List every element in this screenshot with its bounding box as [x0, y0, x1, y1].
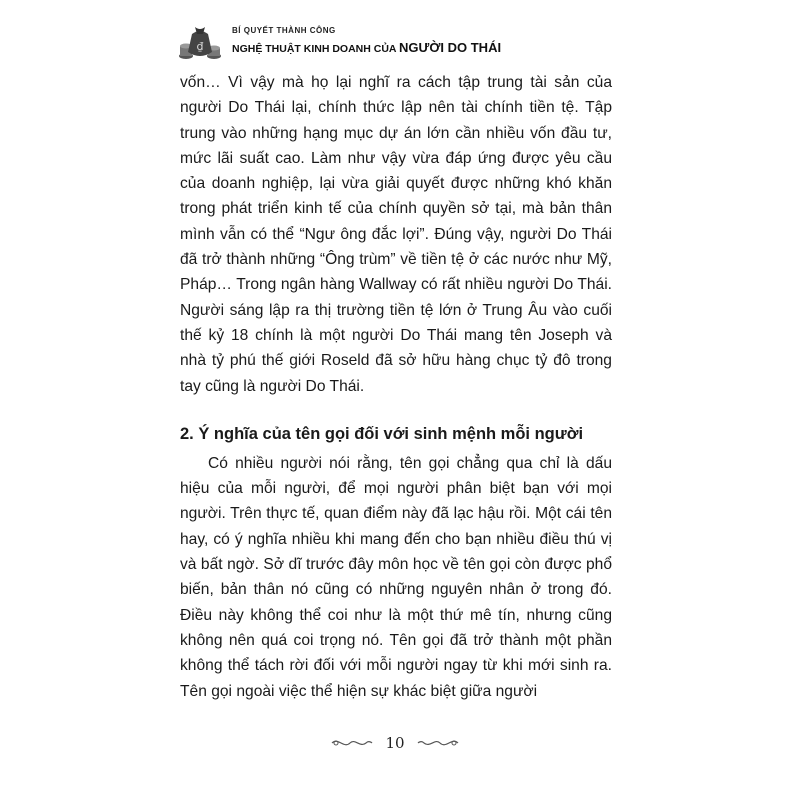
- body-paragraph: Có nhiều người nói rằng, tên gọi chẳng qua chỉ là dấu hiệu của mỗi người, để mọi người phân biệt bạn với mọi người. Trên thực tế, quan điểm này đã lạc hậu rồi. Một cái tên hay, có ý nghĩa nhiều khi mang đến cho bạn nhiều điều thú vị và bất ngờ. Sở dĩ trước đây môn học về tên gọi còn được phổ biến, bản thân nó cũng có những nguyên nhân ở trong đó. Điều này không thể coi như là một thứ mê tín, nhưng cũng không nên quá coi trọng nó. Tên gọi đã trở thành một phần không thể tách rời đối với mỗi người ngay từ khi mới sinh ra. Tên gọi ngoài việc thể hiện sự khác biệt giữa người: [180, 454, 612, 700]
- page-footer: [330, 732, 460, 756]
- book-title: [232, 40, 501, 55]
- body-paragraph: vốn… Vì vậy mà họ lại nghĩ ra cách tập trung tài sản của người Do Thái lại, chính thức lập nên tài chính tiền tệ. Tập trung vào những hạng mục dự án lớn cần nhiều vốn đầu tư, mức lãi suất cao. Làm như vậy vừa đáp ứng được yêu cầu của doanh nghiệp, lại vừa giải quyết được những khó khăn trong phát triển kinh tế của chính quyền sở tại, mà bản thân mình vẫn có thể “Ngư ông đắc lợi”. Đúng vậy, người Do Thái đã trở thành những “Ông trùm” về tiền tệ ở các nước như Mỹ, Pháp… Trong ngân hàng Wallway có rất nhiều người Do Thái. Người sáng lập ra thị trường tiền tệ lớn ở Trung Âu vào cuối thế kỷ 18 chính là một người Do Thái mang tên Joseph và nhà tỷ phú thế giới Roseld đã sở hữu hàng chục tỷ đô trong tay cũng là người Do Thái.: [180, 74, 612, 395]
- flourish-ornament-icon: [416, 736, 460, 750]
- book-title-prefix: NGHỆ THUẬT KINH DOANH CỦA: [232, 43, 400, 55]
- series-label: BÍ QUYẾT THÀNH CÔNG: [232, 26, 336, 35]
- book-title-emphasis: NGƯỜI DO THÁI: [399, 40, 502, 55]
- section-heading: 2. Ý nghĩa của tên gọi đối với sinh mệnh mỗi người: [180, 424, 584, 443]
- page-number: 10: [385, 734, 405, 752]
- running-header: [178, 20, 618, 64]
- page-body: [180, 70, 612, 704]
- money-bag-icon: [178, 22, 222, 62]
- svg-text:₫: ₫: [196, 40, 204, 53]
